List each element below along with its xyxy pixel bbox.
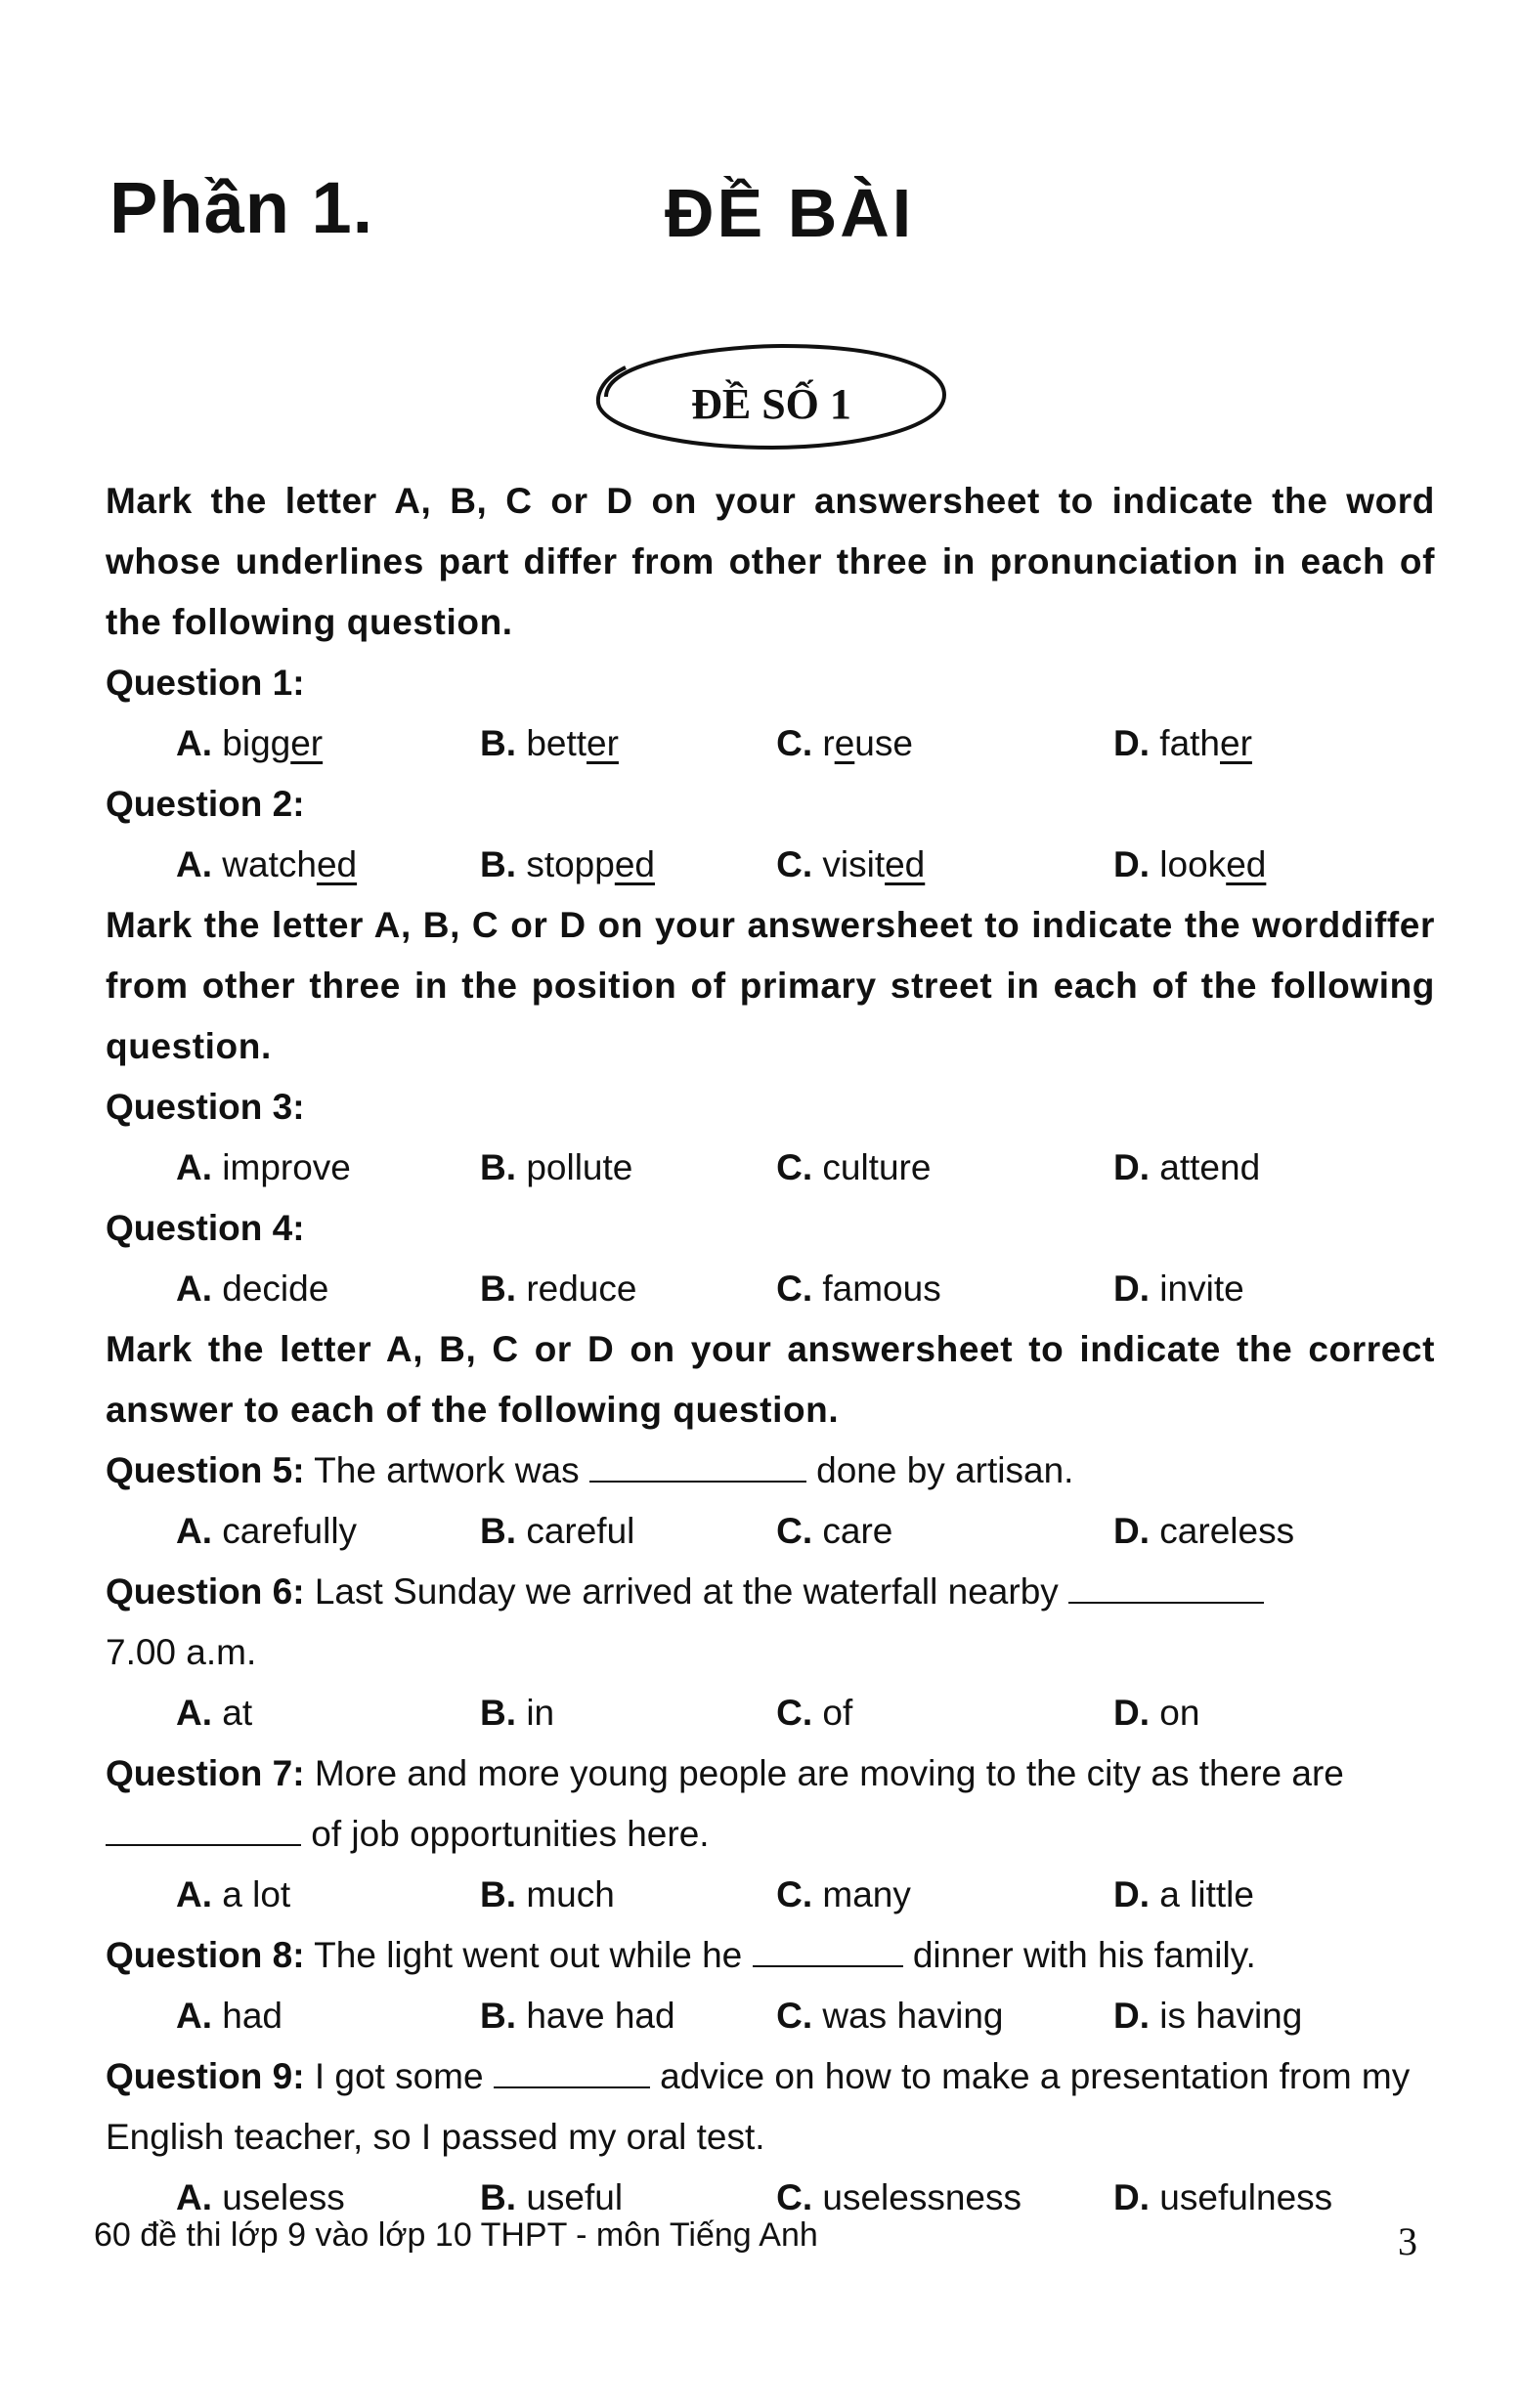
answer-option[interactable] [776,1501,1113,1562]
answer-option[interactable] [776,1986,1113,2046]
question-text-before: Last Sunday we arrived at the waterfall nearby [314,1571,1059,1612]
option-text-start: watch [222,844,317,884]
option-letter: B. [480,1268,517,1309]
option-letter: C. [776,844,813,884]
answer-blank [1068,1572,1264,1604]
answer-option[interactable] [480,1259,776,1319]
answer-option[interactable] [1113,1986,1435,2046]
answer-option[interactable] [176,1986,480,2046]
option-letter: C. [776,1147,813,1187]
answer-blank [106,1815,301,1846]
question-label: Question 8: [106,1935,305,1975]
answer-blank [589,1451,806,1483]
option-text: culture [822,1147,932,1187]
part-label: Phần 1. [109,167,374,248]
option-text: pollute [526,1147,633,1187]
option-text: useful [526,2177,624,2217]
option-text: decide [222,1268,329,1309]
answer-option[interactable] [1113,1259,1435,1319]
option-letter: B. [480,2177,517,2217]
option-letter: C. [776,1874,813,1914]
option-text: in [526,1693,555,1733]
answer-options [106,1683,1435,1743]
question-stem [106,1562,1435,1683]
option-underlined-part: er [587,723,619,763]
question-text-before: The light went out while he [314,1935,743,1975]
option-letter: B. [480,1147,517,1187]
section-instruction: Mark the letter A, B, C or D on your answersheet to indicate the worddiffer from other three in the position of primary street in each of the following question. [106,905,1435,1066]
question-label: Question 2: [106,784,305,824]
question-stem [106,1440,1435,1501]
page-number: 3 [1398,2219,1417,2263]
option-text: many [822,1874,911,1914]
answer-option[interactable] [176,713,480,774]
option-letter: C. [776,723,813,763]
option-letter: D. [1113,723,1151,763]
option-text: famous [822,1268,941,1309]
question-label: Question 9: [106,2056,305,2096]
option-text-start: visit [822,844,886,884]
option-text: at [222,1693,253,1733]
answer-option[interactable] [176,1683,480,1743]
answer-options [106,1138,1435,1198]
option-text-start: look [1159,844,1227,884]
option-letter: B. [480,723,517,763]
question-text-before: The artwork was [314,1450,580,1490]
option-letter: B. [480,1511,517,1551]
option-text: had [222,1996,283,2036]
answer-option[interactable] [176,835,480,895]
section-instruction: Mark the letter A, B, C or D on your answersheet to indicate the word whose underlines part differ from other three in pronunciation in each of the following question. [106,481,1435,642]
option-text: on [1159,1693,1200,1733]
answer-option[interactable] [480,1865,776,1925]
option-text: careless [1159,1511,1295,1551]
answer-option[interactable] [480,1986,776,2046]
option-text: is having [1159,1996,1303,2036]
question-text-before: More and more young people are moving to the city as there are [314,1753,1344,1793]
part-header [109,166,1419,283]
answer-option[interactable] [776,1138,1113,1198]
option-letter: B. [480,1874,517,1914]
option-letter: A. [176,2177,212,2217]
option-letter: C. [776,1268,813,1309]
answer-option[interactable] [480,835,776,895]
part-title: ĐỀ BÀI [665,175,915,251]
option-letter: B. [480,1996,517,2036]
option-text: improve [222,1147,351,1187]
exam-number-label: ĐỀ SỐ 1 [691,380,851,428]
option-letter: A. [176,1874,212,1914]
answer-option[interactable] [1113,1683,1435,1743]
option-text: a little [1159,1874,1254,1914]
option-letter: A. [176,844,212,884]
option-letter: A. [176,1511,212,1551]
answer-option[interactable] [176,1865,480,1925]
option-letter: A. [176,1268,212,1309]
question-text-after: advice on how to make a presentation from my English teacher, so I passed my oral test. [106,2056,1411,2157]
option-text: careful [526,1511,635,1551]
option-text-start: stopp [526,844,615,884]
answer-option[interactable] [1113,1865,1435,1925]
option-text: care [822,1511,893,1551]
page-footer [94,2216,1423,2275]
option-text: useless [222,2177,345,2217]
question-label: Question 6: [106,1571,305,1612]
answer-option[interactable] [176,1259,480,1319]
answer-options [106,1259,1435,1319]
answer-option[interactable] [776,835,1113,895]
answer-blank [494,2057,650,2088]
option-text: reduce [526,1268,637,1309]
answer-options [106,713,1435,774]
option-underlined-part: ed [1226,844,1267,884]
question-label: Question 7: [106,1753,305,1793]
answer-option[interactable] [776,1683,1113,1743]
option-letter: D. [1113,1147,1151,1187]
option-text: usefulness [1159,2177,1333,2217]
option-underlined-part: ed [885,844,926,884]
option-text: of [822,1693,853,1733]
question-text-after: dinner with his family. [912,1935,1256,1975]
option-letter: D. [1113,844,1151,884]
option-text: invite [1159,1268,1244,1309]
answer-option[interactable] [176,1138,480,1198]
option-letter: C. [776,2177,813,2217]
option-underlined-part: ed [316,844,358,884]
option-letter: A. [176,1693,212,1733]
option-text: attend [1159,1147,1261,1187]
answer-options [106,835,1435,895]
exam-content [106,471,1435,2228]
option-letter: A. [176,1996,212,2036]
question-label: Question 3: [106,1087,305,1127]
answer-option[interactable] [776,1865,1113,1925]
answer-options [106,1986,1435,2046]
answer-option[interactable] [480,1683,776,1743]
option-letter: B. [480,844,517,884]
question-stem [106,2046,1435,2168]
option-letter: C. [776,1511,813,1551]
question-text-after: of job opportunities here. [311,1814,710,1854]
answer-option[interactable] [776,713,1113,774]
question-text-after: 7.00 a.m. [106,1632,257,1672]
option-text: have had [526,1996,675,2036]
question-text-before: I got some [314,2056,484,2096]
question-label: Question 1: [106,663,305,703]
option-letter: A. [176,723,212,763]
option-text-end: use [854,723,913,763]
option-text: a lot [222,1874,291,1914]
answer-option[interactable] [1113,713,1435,774]
answer-options [106,1501,1435,1562]
option-text-start: bett [526,723,587,763]
answer-option[interactable] [1113,1138,1435,1198]
option-text-start: fath [1159,723,1221,763]
option-underlined-part: e [834,723,855,763]
answer-option[interactable] [480,713,776,774]
answer-options [106,1865,1435,1925]
question-stem [106,1743,1435,1865]
answer-option[interactable] [480,1501,776,1562]
question-text-after: done by artisan. [816,1450,1074,1490]
option-letter: C. [776,1996,813,2036]
answer-option[interactable] [176,1501,480,1562]
option-underlined-part: ed [614,844,655,884]
answer-option[interactable] [776,1259,1113,1319]
option-letter: D. [1113,1268,1151,1309]
option-letter: D. [1113,1996,1151,2036]
answer-option[interactable] [1113,835,1435,895]
option-text: much [526,1874,615,1914]
option-text: carefully [222,1511,358,1551]
option-letter: D. [1113,1874,1151,1914]
option-letter: D. [1113,1693,1151,1733]
option-letter: D. [1113,1511,1151,1551]
answer-option[interactable] [480,1138,776,1198]
option-underlined-part: er [1220,723,1252,763]
question-label: Question 5: [106,1450,305,1490]
answer-blank [753,1936,903,1967]
option-letter: C. [776,1693,813,1733]
book-title: 60 đề thi lớp 9 vào lớp 10 THPT - môn Tiếng Anh [94,2216,818,2254]
option-text-start: r [822,723,835,763]
option-letter: B. [480,1693,517,1733]
answer-option[interactable] [1113,1501,1435,1562]
option-text: uselessness [822,2177,1021,2217]
option-text: was having [822,1996,1004,2036]
option-underlined-part: er [290,723,324,763]
option-text-start: bigg [222,723,291,763]
option-letter: A. [176,1147,212,1187]
exam-number-badge [587,340,956,453]
option-letter: D. [1113,2177,1151,2217]
question-stem [106,1925,1435,1986]
section-instruction: Mark the letter A, B, C or D on your answersheet to indicate the correct answer to each of the following question. [106,1329,1435,1430]
question-label: Question 4: [106,1208,305,1248]
